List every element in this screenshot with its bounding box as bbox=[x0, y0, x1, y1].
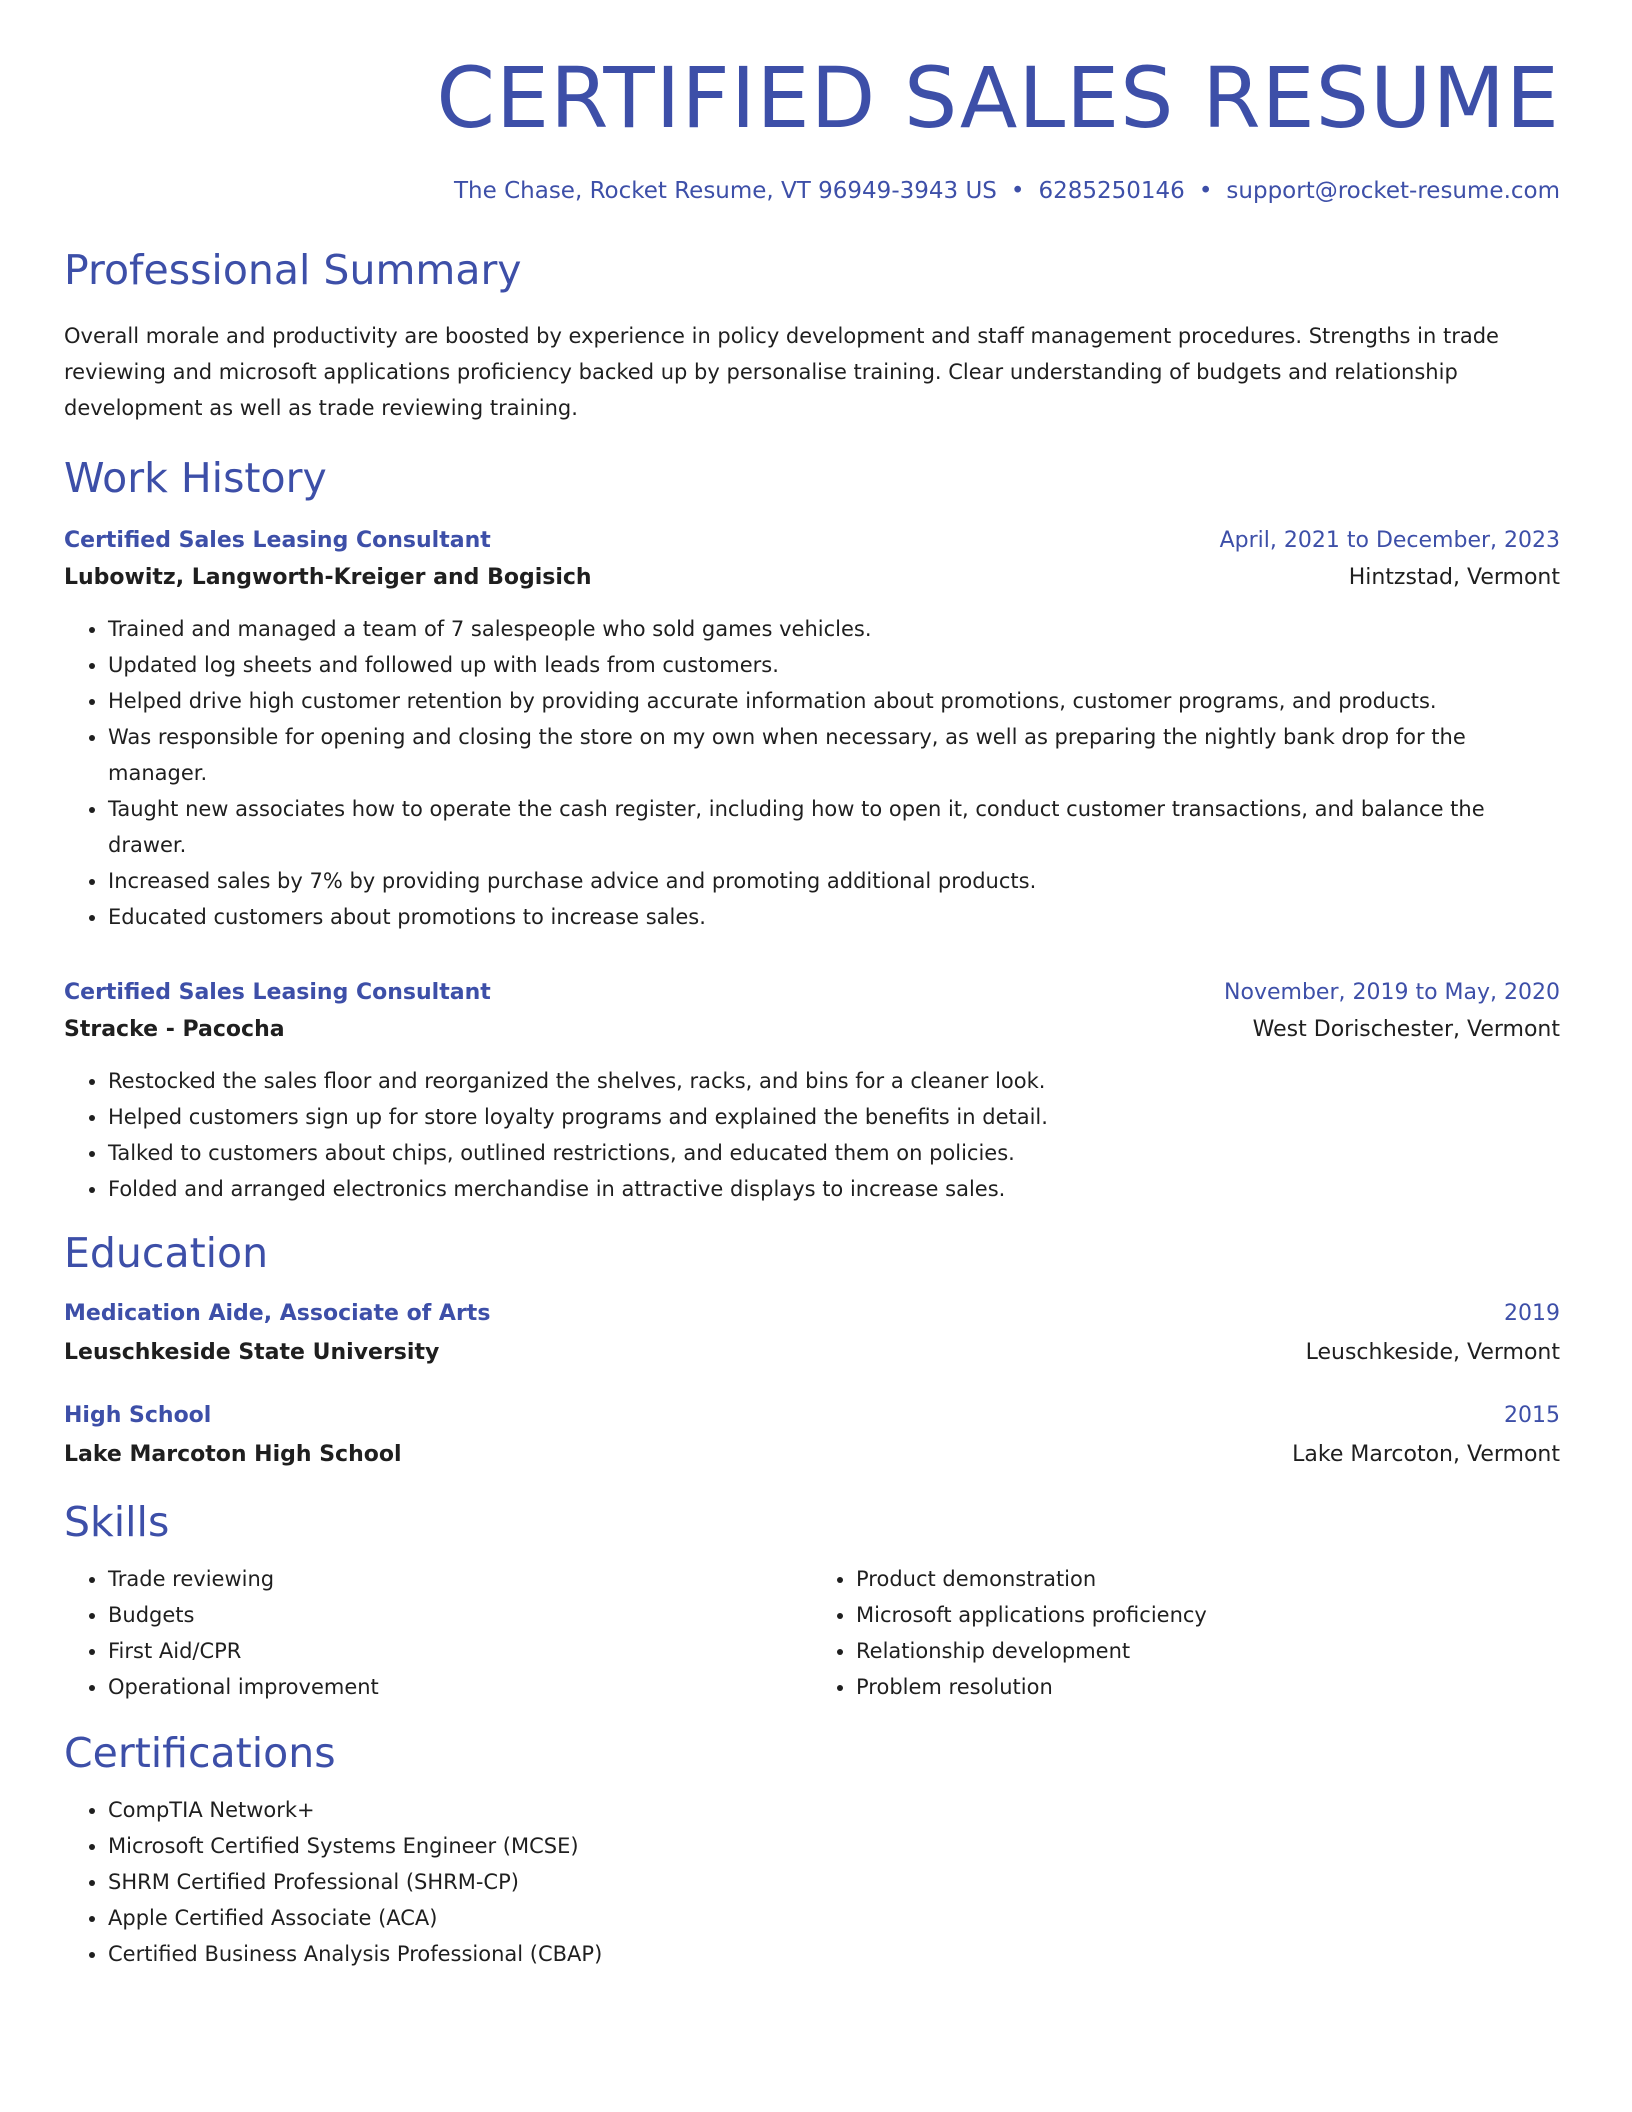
contact-email: support@rocket-resume.com bbox=[1226, 177, 1560, 204]
skill-item: • Budgets bbox=[108, 1597, 812, 1633]
job-entry bbox=[64, 975, 1560, 1207]
job-title: Certified Sales Leasing Consultant bbox=[64, 979, 491, 1005]
education-year: 2019 bbox=[1504, 1301, 1560, 1327]
job-location: Hintzstad, Vermont bbox=[1348, 564, 1560, 590]
job-company: Lubowitz, Langworth-Kreiger and Bogisich bbox=[64, 564, 592, 590]
job-company: Stracke - Pacocha bbox=[64, 1016, 285, 1042]
education-entry bbox=[64, 1398, 1560, 1476]
skill-item: • Operational improvement bbox=[108, 1669, 812, 1705]
skill-item: • Microsoft applications proficiency bbox=[856, 1597, 1560, 1633]
skill-item: • First Aid/CPR bbox=[108, 1633, 812, 1669]
resume-page bbox=[64, 0, 1560, 1972]
list-item: • Trained and managed a team of 7 salespeople who sold games vehicles. bbox=[108, 611, 1560, 647]
skills-left-column bbox=[64, 1561, 812, 1705]
contact-separator: • bbox=[1010, 177, 1025, 204]
education-year: 2015 bbox=[1504, 1403, 1560, 1429]
list-item: • Helped drive high customer retention by providing accurate information about promotions, customer programs, and products. bbox=[108, 683, 1560, 719]
skill-item: • Relationship development bbox=[856, 1633, 1560, 1669]
contact-separator: • bbox=[1198, 177, 1213, 204]
list-item: • Restocked the sales floor and reorganized the shelves, racks, and bins for a cleaner look. bbox=[108, 1063, 1560, 1099]
certification-item: • Certified Business Analysis Professional (CBAP) bbox=[108, 1936, 1560, 1972]
list-item: • Was responsible for opening and closing the store on my own when necessary, as well as preparing the nightly bank drop for the manager. bbox=[108, 719, 1560, 791]
skills-right-column bbox=[812, 1561, 1560, 1705]
education-entry bbox=[64, 1296, 1560, 1374]
job-bullets bbox=[64, 611, 1560, 935]
education-heading: Education bbox=[64, 1228, 269, 1277]
education-school: Leuschkeside State University bbox=[64, 1340, 440, 1366]
list-item: • Folded and arranged electronics merchandise in attractive displays to increase sales. bbox=[108, 1171, 1560, 1207]
job-bullets bbox=[64, 1063, 1560, 1207]
list-item: • Helped customers sign up for store loyalty programs and explained the benefits in detail. bbox=[108, 1099, 1560, 1135]
list-item: • Talked to customers about chips, outlined restrictions, and educated them on policies. bbox=[108, 1135, 1560, 1171]
work-history-heading: Work History bbox=[64, 453, 327, 502]
education-degree: Medication Aide, Associate of Arts bbox=[64, 1301, 491, 1327]
education-location: Leuschkeside, Vermont bbox=[1305, 1340, 1560, 1366]
certification-item: • Apple Certified Associate (ACA) bbox=[108, 1900, 1560, 1936]
skill-item: • Problem resolution bbox=[856, 1669, 1560, 1705]
list-item: • Increased sales by 7% by providing purchase advice and promoting additional products. bbox=[108, 863, 1560, 899]
summary-heading: Professional Summary bbox=[64, 246, 522, 295]
certification-item: • SHRM Certified Professional (SHRM-CP) bbox=[108, 1864, 1560, 1900]
summary-text: Overall morale and productivity are boosted by experience in policy development and staff management procedures. Strengths in trade reviewing and microsoft applications proficiency backed up by personalise training. Clear understanding of budgets and relationship development as well as trade reviewing training. bbox=[64, 323, 1499, 420]
education-degree: High School bbox=[64, 1403, 212, 1429]
skill-item: • Trade reviewing bbox=[108, 1561, 812, 1597]
list-item: • Taught new associates how to operate the cash register, including how to open it, conduct customer transactions, and balance the drawer. bbox=[108, 791, 1560, 863]
contact-line bbox=[64, 177, 1560, 207]
job-entry bbox=[64, 523, 1560, 935]
contact-address: The Chase, Rocket Resume, VT 96949-3943 US bbox=[454, 177, 997, 204]
job-location: West Dorischester, Vermont bbox=[1252, 1016, 1560, 1042]
skills-grid bbox=[64, 1561, 1560, 1705]
job-dates: April, 2021 to December, 2023 bbox=[1219, 527, 1560, 553]
job-title: Certified Sales Leasing Consultant bbox=[64, 527, 491, 553]
list-item: • Educated customers about promotions to increase sales. bbox=[108, 899, 1560, 935]
skill-item: • Product demonstration bbox=[856, 1561, 1560, 1597]
job-dates: November, 2019 to May, 2020 bbox=[1224, 979, 1560, 1005]
education-location: Lake Marcoton, Vermont bbox=[1292, 1442, 1560, 1468]
certifications-list bbox=[64, 1792, 1560, 1972]
certification-item: • Microsoft Certified Systems Engineer (MCSE) bbox=[108, 1828, 1560, 1864]
education-school: Lake Marcoton High School bbox=[64, 1442, 402, 1468]
certifications-heading: Certifications bbox=[64, 1729, 336, 1778]
resume-title: CERTIFIED SALES RESUME bbox=[436, 49, 1560, 147]
contact-phone: 6285250146 bbox=[1038, 177, 1185, 204]
certification-item: • CompTIA Network+ bbox=[108, 1792, 1560, 1828]
list-item: • Updated log sheets and followed up with leads from customers. bbox=[108, 647, 1560, 683]
skills-heading: Skills bbox=[64, 1498, 170, 1547]
